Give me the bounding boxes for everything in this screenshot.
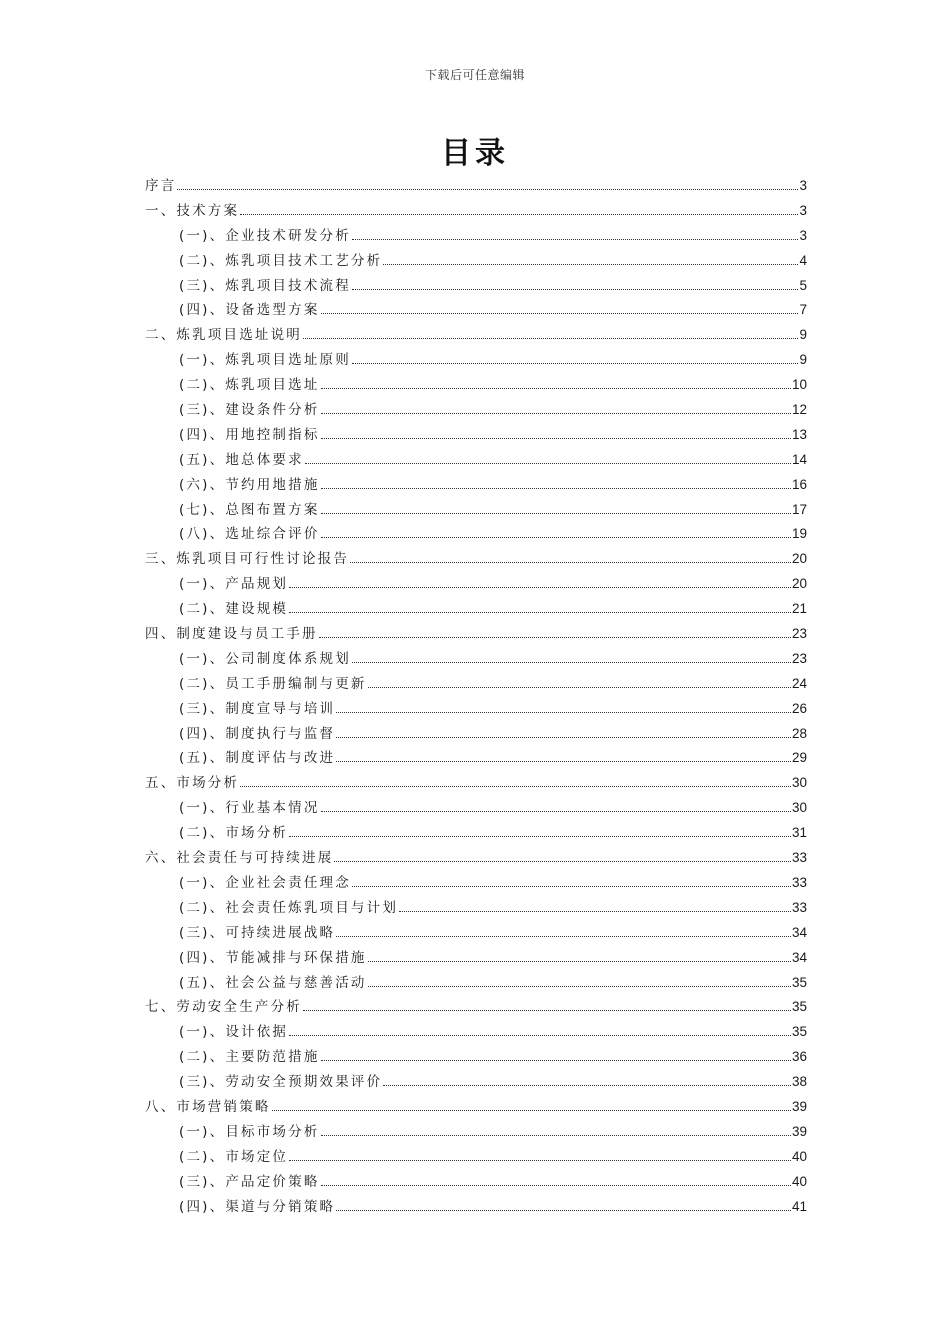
toc-dot-leader: [321, 1059, 791, 1061]
toc-dot-leader: [336, 935, 791, 937]
toc-entry-text: 序言: [145, 178, 177, 194]
toc-entry[interactable]: [145, 921, 807, 946]
toc-page-number: 33: [791, 850, 807, 866]
toc-entry-text: (二)、炼乳项目选址: [179, 377, 320, 394]
toc-dot-leader: [177, 188, 798, 190]
toc-dot-leader: [303, 1009, 791, 1011]
header-note: 下载后可任意编辑: [424, 68, 525, 82]
toc-entry[interactable]: [145, 323, 807, 348]
toc-entry[interactable]: [145, 722, 807, 747]
toc-entry[interactable]: [145, 1195, 807, 1220]
toc-page-number: 35: [791, 974, 807, 990]
toc-entry[interactable]: [145, 1095, 807, 1120]
toc-entry[interactable]: [145, 1170, 807, 1195]
toc-entry[interactable]: [145, 597, 807, 622]
toc-page-number: 24: [791, 675, 807, 691]
toc-page-number: 3: [799, 178, 807, 193]
toc-entry[interactable]: [145, 672, 807, 697]
toc-entry[interactable]: [145, 946, 807, 971]
toc-page-number: 33: [791, 874, 807, 890]
toc-page-number: 9: [799, 327, 807, 343]
toc-entry-text: (三)、产品定价策略: [179, 1173, 320, 1190]
toc-dot-leader: [368, 985, 791, 987]
toc-page-number: 14: [791, 451, 807, 467]
toc-dot-leader: [336, 760, 791, 762]
toc-dot-leader: [321, 1134, 791, 1136]
toc-page-number: 26: [791, 700, 807, 716]
toc-page-number: 20: [791, 551, 807, 567]
toc-page-number: 13: [791, 426, 807, 442]
toc-dot-leader: [368, 960, 791, 962]
toc-entry-text: 六、社会责任与可持续进展: [145, 850, 334, 867]
toc-entry[interactable]: [145, 846, 807, 871]
toc-entry-text: (五)、制度评估与改进: [179, 750, 336, 767]
toc-dot-leader: [321, 312, 799, 314]
toc-entry[interactable]: [145, 423, 807, 448]
toc-entry-text: 一、技术方案: [145, 202, 240, 219]
toc-entry-text: (四)、设备选型方案: [179, 302, 320, 319]
toc-page-number: 19: [791, 526, 807, 542]
toc-entry[interactable]: [145, 249, 807, 274]
toc-entry[interactable]: [145, 298, 807, 323]
toc-entry-text: 四、制度建设与员工手册: [145, 626, 318, 643]
toc-dot-leader: [321, 810, 791, 812]
toc-dot-leader: [289, 611, 791, 613]
toc-dot-leader: [336, 711, 791, 713]
toc-entry-text: (六)、节约用地措施: [179, 476, 320, 493]
toc-entry-text: (二)、员工手册编制与更新: [179, 675, 367, 692]
toc-dot-leader: [383, 1084, 791, 1086]
table-of-contents: [145, 174, 807, 1219]
toc-entry[interactable]: [145, 448, 807, 473]
toc-entry[interactable]: [145, 647, 807, 672]
toc-page-number: 38: [791, 1074, 807, 1090]
toc-page-number: 10: [791, 377, 807, 393]
toc-entry-text: (三)、制度宣导与培训: [179, 700, 336, 717]
toc-dot-leader: [240, 213, 798, 215]
toc-page-number: 21: [791, 601, 807, 617]
toc-dot-leader: [321, 512, 791, 514]
toc-dot-leader: [240, 785, 791, 787]
toc-page-number: 3: [799, 227, 807, 243]
toc-entry-text: 七、劳动安全生产分析: [145, 999, 302, 1016]
toc-entry-text: (二)、建设规模: [179, 601, 289, 618]
toc-page-number: 36: [791, 1049, 807, 1065]
toc-dot-leader: [289, 586, 791, 588]
toc-page-number: 39: [791, 1123, 807, 1139]
toc-entry-text: (三)、劳动安全预期效果评价: [179, 1074, 383, 1091]
toc-entry-text: (二)、主要防范措施: [179, 1049, 320, 1066]
toc-dot-leader: [303, 337, 798, 339]
toc-entry-text: (一)、企业社会责任理念: [179, 874, 351, 891]
toc-dot-leader: [334, 860, 791, 862]
toc-page-number: 12: [791, 402, 807, 418]
toc-entry-text: (一)、公司制度体系规划: [179, 650, 351, 667]
toc-entry-text: 三、炼乳项目可行性讨论报告: [145, 551, 350, 568]
toc-entry[interactable]: [145, 398, 807, 423]
toc-entry-text: (二)、炼乳项目技术工艺分析: [179, 252, 383, 269]
toc-entry[interactable]: [145, 1020, 807, 1045]
toc-entry-text: (四)、节能减排与环保措施: [179, 949, 367, 966]
toc-entry[interactable]: [145, 995, 807, 1020]
toc-dot-leader: [352, 661, 791, 663]
toc-dot-leader: [321, 536, 791, 538]
toc-page-number: 41: [791, 1198, 807, 1214]
toc-page-number: 23: [791, 650, 807, 666]
toc-dot-leader: [336, 736, 791, 738]
toc-entry[interactable]: [145, 1070, 807, 1095]
toc-entry-text: 二、炼乳项目选址说明: [145, 327, 302, 344]
toc-dot-leader: [321, 387, 791, 389]
toc-page-number: 31: [791, 825, 807, 841]
toc-entry-text: (一)、企业技术研发分析: [179, 227, 351, 244]
toc-dot-leader: [321, 412, 791, 414]
toc-dot-leader: [352, 362, 799, 364]
toc-entry[interactable]: [145, 274, 807, 299]
toc-page-number: 9: [799, 352, 807, 368]
toc-page-number: 33: [791, 899, 807, 915]
toc-entry[interactable]: [145, 547, 807, 572]
toc-page-number: 17: [791, 501, 807, 517]
toc-entry[interactable]: [145, 971, 807, 996]
toc-entry[interactable]: [145, 1145, 807, 1170]
toc-entry[interactable]: [145, 498, 807, 523]
toc-entry[interactable]: [145, 373, 807, 398]
toc-dot-leader: [289, 1159, 791, 1161]
toc-page-number: 5: [799, 277, 807, 293]
toc-entry-text: (一)、目标市场分析: [179, 1123, 320, 1140]
toc-page-number: 35: [791, 1024, 807, 1040]
toc-entry-text: (一)、设计依据: [179, 1024, 289, 1041]
toc-page-number: 16: [791, 476, 807, 492]
toc-dot-leader: [383, 263, 798, 265]
toc-entry[interactable]: [145, 174, 807, 199]
toc-dot-leader: [305, 462, 791, 464]
toc-entry[interactable]: [145, 746, 807, 771]
toc-dot-leader: [352, 885, 791, 887]
toc-entry[interactable]: [145, 796, 807, 821]
toc-entry-text: (二)、市场分析: [179, 825, 289, 842]
toc-dot-leader: [319, 636, 791, 638]
toc-entry-text: (三)、可持续进展战略: [179, 924, 336, 941]
toc-entry-text: (四)、用地控制指标: [179, 426, 320, 443]
toc-entry[interactable]: [145, 224, 807, 249]
toc-dot-leader: [321, 437, 791, 439]
toc-page-number: 3: [799, 202, 807, 218]
toc-entry[interactable]: [145, 771, 807, 796]
toc-entry[interactable]: [145, 572, 807, 597]
toc-page-number: 40: [791, 1173, 807, 1189]
toc-entry-text: (三)、炼乳项目技术流程: [179, 277, 351, 294]
toc-entry-text: (八)、选址综合评价: [179, 526, 320, 543]
toc-page-number: 23: [791, 626, 807, 642]
toc-page-number: 28: [791, 725, 807, 741]
toc-dot-leader: [289, 835, 791, 837]
toc-dot-leader: [350, 561, 791, 563]
toc-dot-leader: [399, 910, 791, 912]
toc-dot-leader: [352, 238, 799, 240]
toc-entry-text: (二)、社会责任炼乳项目与计划: [179, 899, 399, 916]
toc-entry-text: (二)、市场定位: [179, 1148, 289, 1165]
toc-entry-text: (五)、地总体要求: [179, 451, 304, 468]
toc-entry[interactable]: [145, 871, 807, 896]
toc-page-number: 34: [791, 949, 807, 965]
toc-entry-text: (一)、产品规划: [179, 576, 289, 593]
toc-entry[interactable]: [145, 821, 807, 846]
toc-entry-text: (一)、炼乳项目选址原则: [179, 352, 351, 369]
toc-page-number: 35: [791, 999, 807, 1015]
toc-entry[interactable]: [145, 348, 807, 373]
toc-page-number: 40: [791, 1148, 807, 1164]
toc-dot-leader: [352, 288, 799, 290]
toc-page-number: 7: [799, 302, 807, 318]
toc-dot-leader: [368, 686, 791, 688]
toc-entry[interactable]: [145, 622, 807, 647]
toc-entry[interactable]: [145, 199, 807, 224]
toc-dot-leader: [321, 1184, 791, 1186]
toc-page-number: 30: [791, 800, 807, 816]
toc-entry[interactable]: [145, 473, 807, 498]
toc-dot-leader: [321, 487, 791, 489]
toc-entry-text: (五)、社会公益与慈善活动: [179, 974, 367, 991]
toc-dot-leader: [289, 1034, 791, 1036]
toc-entry-text: (四)、制度执行与监督: [179, 725, 336, 742]
toc-dot-leader: [336, 1209, 791, 1211]
toc-title: 目录: [441, 136, 509, 171]
toc-entry-text: 八、市场营销策略: [145, 1098, 271, 1115]
toc-entry-text: (三)、建设条件分析: [179, 402, 320, 419]
toc-entry[interactable]: [145, 697, 807, 722]
toc-entry[interactable]: [145, 896, 807, 921]
toc-page-number: 20: [791, 576, 807, 592]
toc-page-number: 39: [791, 1098, 807, 1114]
toc-entry-text: (七)、总图布置方案: [179, 501, 320, 518]
toc-page-number: 34: [791, 924, 807, 940]
toc-entry-text: 五、市场分析: [145, 775, 240, 792]
toc-page-number: 30: [791, 775, 807, 791]
toc-entry[interactable]: [145, 1120, 807, 1145]
toc-dot-leader: [272, 1109, 791, 1111]
toc-entry[interactable]: [145, 1045, 807, 1070]
toc-entry-text: (四)、渠道与分销策略: [179, 1198, 336, 1215]
toc-entry[interactable]: [145, 522, 807, 547]
toc-page-number: 29: [791, 750, 807, 766]
toc-entry-text: (一)、行业基本情况: [179, 800, 320, 817]
toc-page-number: 4: [799, 252, 807, 268]
